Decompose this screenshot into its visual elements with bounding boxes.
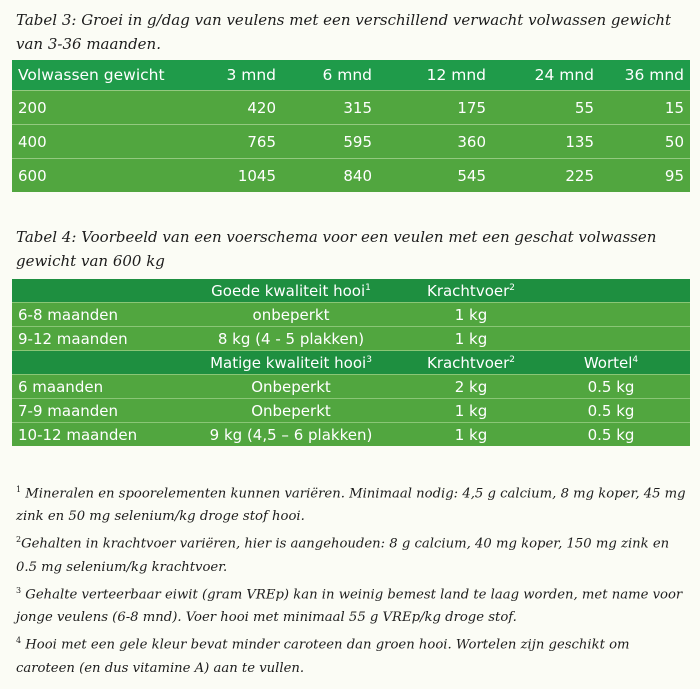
column-header: 24 mnd [534,66,594,84]
table4-caption: Tabel 4: Voorbeeld van een voerschema voor een veulen met een geschat volwassen gewicht van 600 kg [16,228,657,270]
footnote-number: 3 [16,585,22,595]
table-cell: Onbeperkt [251,377,331,396]
footnote [16,579,686,629]
column-header [396,354,546,372]
table-cell: 9-12 maanden [18,329,128,348]
footnote-ref: 2 [509,354,515,365]
table-row [12,158,690,192]
table-cell: 175 [457,98,486,117]
table-cell: 1 kg [454,401,488,420]
footnotes [16,478,686,680]
table-cell: 7-9 maanden [18,401,119,420]
table-cell: 1 kg [454,329,488,348]
table-cell: 420 [247,98,276,117]
footnote [16,478,686,528]
table-cell: 400 [18,132,47,151]
table-cell: 0.5 kg [587,401,635,420]
column-header [186,354,396,372]
table-cell: 595 [343,132,372,151]
column-header-label: Krachtvoer [426,353,510,372]
column-header [186,282,396,300]
table-cell: 0.5 kg [587,425,635,444]
table-cell: 1045 [237,166,276,185]
table-cell: 225 [565,166,594,185]
table-cell: 15 [664,98,684,117]
table-header-row [12,350,690,374]
footnote-number: 2 [16,535,22,545]
table-cell: 1 kg [454,305,488,324]
column-header-label: Matige kwaliteit hooi [210,353,367,372]
table-cell: 315 [343,98,372,117]
column-header [546,354,676,372]
table-row [12,302,690,326]
table-header-row [12,279,690,302]
table-cell: 765 [247,132,276,151]
column-header: Volwassen gewicht [18,66,165,84]
table3-caption: Tabel 3: Groei in g/dag van veulens met een verschillend verwacht volwassen gewicht van 3-36 maanden. [16,11,672,53]
table-cell: 10-12 maanden [18,425,138,444]
table-cell: 6 maanden [18,377,104,396]
table-cell: 9 kg (4,5 – 6 plakken) [209,425,373,444]
table-cell: 360 [457,132,486,151]
footnote-ref: 4 [632,354,639,365]
footnote [16,528,686,578]
table-cell: 840 [343,166,372,185]
table-cell: 55 [574,98,594,117]
table-cell: 50 [664,132,684,151]
table-cell: 8 kg (4 - 5 plakken) [217,329,365,348]
footnote-ref: 1 [365,282,371,293]
table-row [12,90,690,124]
table-cell: 95 [664,166,684,185]
table-row [12,124,690,158]
footnote-number: 1 [16,485,22,494]
table-row [12,326,690,350]
table-cell: Onbeperkt [251,401,331,420]
column-header-label: Goede kwaliteit hooi [211,281,366,300]
feeding-schedule-table [12,279,690,446]
column-header-label: Krachtvoer [426,281,510,300]
footnote [16,629,686,679]
column-header: 3 mnd [226,66,276,84]
column-header-label: Wortel [583,353,633,372]
table-header-row [12,60,690,90]
table-cell: 545 [457,166,486,185]
table-cell: 200 [18,98,47,117]
table-cell: 600 [18,166,47,185]
footnote-ref: 2 [509,282,515,293]
footnote-number: 4 [16,636,22,646]
table-cell: 6-8 maanden [18,305,119,324]
footnote-text: Gehalte verteerbaar eiwit (gram VREp) kan in weinig bemest land te laag worden, met name voor jonge veulens (6-8 mnd). Voer hooi met minimaal 55 g VREp/kg droge stof. [16,587,683,626]
column-header [396,282,546,300]
table-cell: 135 [565,132,594,151]
column-header: 12 mnd [426,66,486,84]
footnote-text: Gehalten in krachtvoer variëren, hier is aangehouden: 8 g calcium, 40 mg koper, 150 mg zink en 0.5 mg selenium/kg krachtvoer. [16,536,670,575]
table-cell: 1 kg [454,425,488,444]
growth-table [12,60,690,192]
footnote-text: Hooi met een gele kleur bevat minder caroteen dan groen hooi. Wortelen zijn geschikt om caroteen (en dus vitamine A) aan te vullen. [16,637,630,676]
footnote-ref: 3 [366,354,372,365]
table-cell: onbeperkt [252,305,330,324]
column-header: 36 mnd [624,66,684,84]
table-row [12,374,690,398]
table-row [12,398,690,422]
table-row [12,422,690,446]
column-header: 6 mnd [322,66,372,84]
footnote-text: Mineralen en spoorelementen kunnen variëren. Minimaal nodig: 4,5 g calcium, 8 mg koper, 45 mg zink en 50 mg selenium/kg droge stof hooi. [16,486,686,525]
table-cell: 2 kg [454,377,488,396]
table-cell: 0.5 kg [587,377,635,396]
